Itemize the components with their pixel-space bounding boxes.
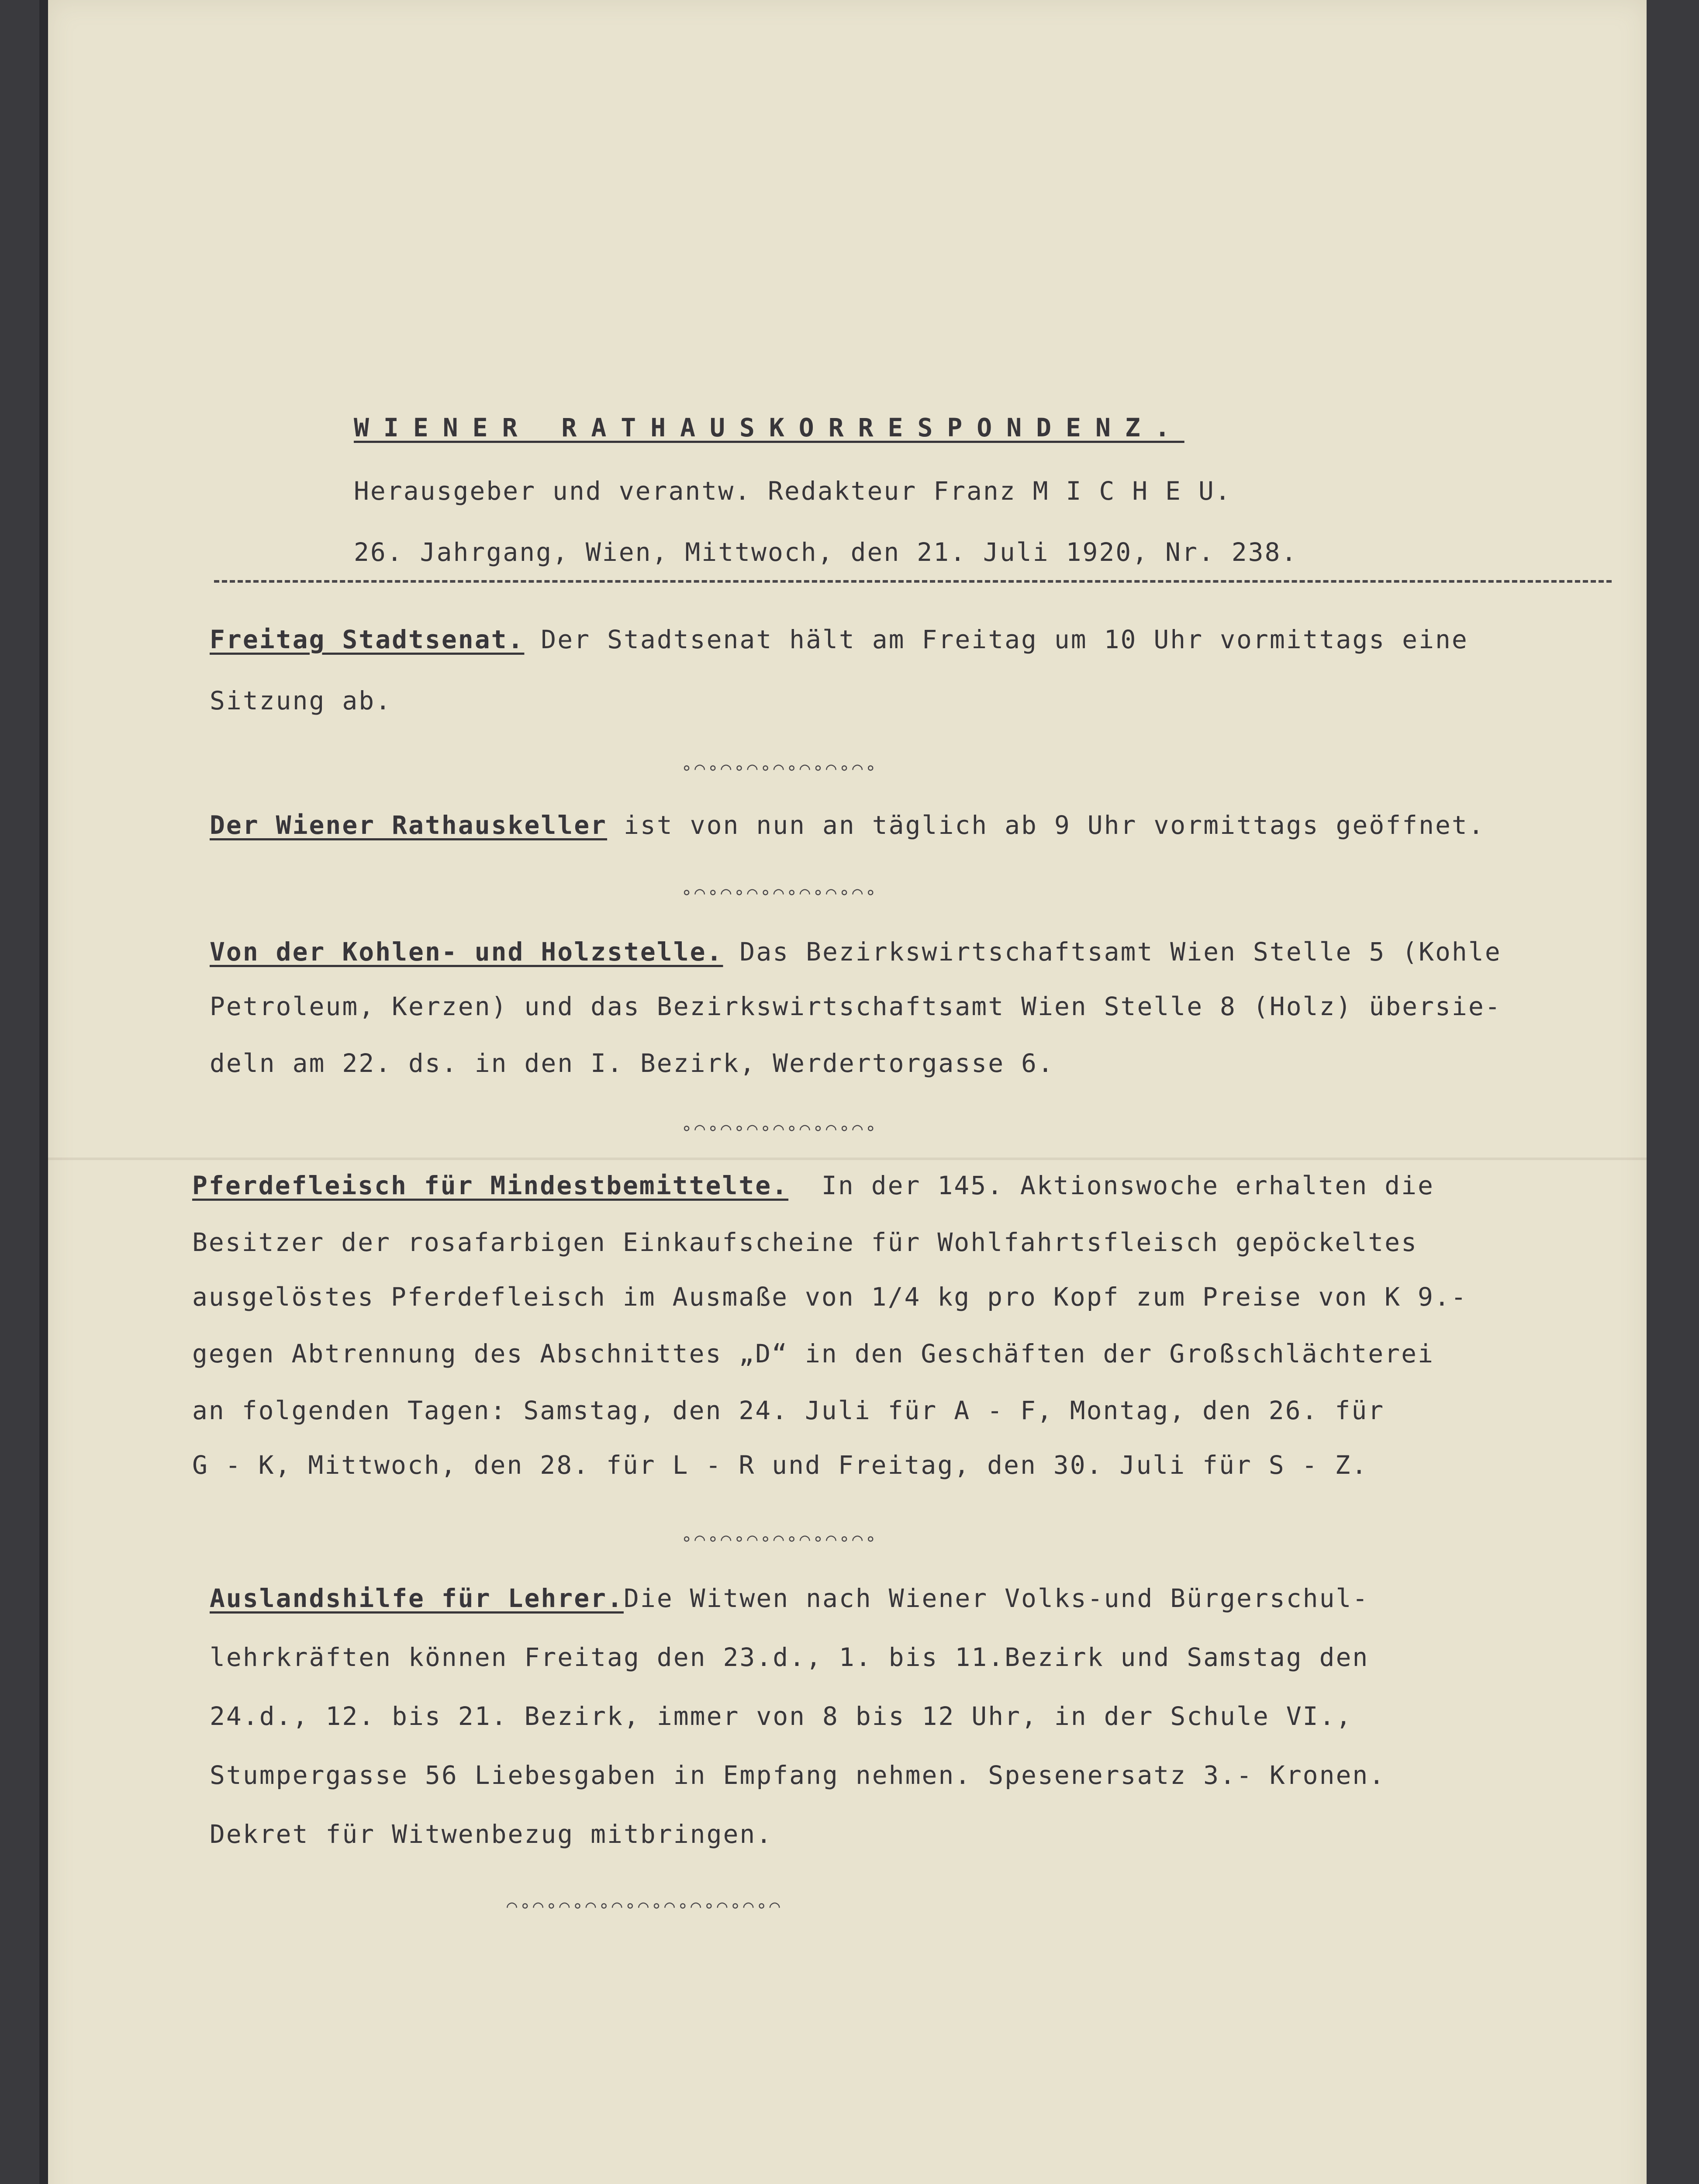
article-5-line-3: 24.d., 12. bis 21. Bezirk, immer von 8 bis 12 Uhr, in der Schule VI., [210, 1701, 1353, 1731]
article-5-text-1: Die Witwen nach Wiener Volks-und Bürgerschul- [623, 1583, 1369, 1613]
article-5-line-5: Dekret für Witwenbezug mitbringen. [210, 1819, 773, 1849]
article-2-line-1 [210, 810, 1485, 840]
article-5-line-1 [210, 1583, 1369, 1613]
article-2-title: Der Wiener Rathauskeller [210, 810, 608, 840]
article-1-line-2: Sitzung ab. [210, 686, 392, 715]
masthead: WIENER RATHAUSKORRESPONDENZ. [354, 413, 1184, 442]
document-page [48, 0, 1647, 2184]
article-4-title: Pferdefleisch für Mindestbemittelte. [192, 1171, 789, 1200]
article-3-title: Von der Kohlen- und Holzstelle. [210, 937, 723, 967]
article-5-title: Auslandshilfe für Lehrer. [210, 1583, 624, 1613]
separator-4: ∘⌒∘⌒∘⌒∘⌒∘⌒∘⌒∘⌒∘ [681, 1529, 879, 1549]
header-rule [214, 580, 1612, 583]
scan-right-edge [1638, 0, 1699, 2184]
paper-fold [48, 1158, 1647, 1160]
separator-2: ∘⌒∘⌒∘⌒∘⌒∘⌒∘⌒∘⌒∘ [681, 882, 879, 902]
article-1-line-1 [210, 625, 1468, 654]
article-4-line-5: an folgenden Tagen: Samstag, den 24. Juli für A - F, Montag, den 26. für [192, 1396, 1385, 1425]
publisher-line: Herausgeber und verantw. Redakteur Franz M I C H E U. [354, 476, 1232, 506]
article-4-line-6: G - K, Mittwoch, den 28. für L - R und Freitag, den 30. Juli für S - Z. [192, 1450, 1368, 1480]
scan-left-edge [0, 0, 39, 2184]
article-4-line-3: ausgelöstes Pferdefleisch im Ausmaße von 1/4 kg pro Kopf zum Preise von K 9.- [192, 1282, 1468, 1312]
article-4-text-1: In der 145. Aktionswoche erhalten die [788, 1171, 1434, 1200]
issue-line: 26. Jahrgang, Wien, Mittwoch, den 21. Juli 1920, Nr. 238. [354, 537, 1298, 567]
article-3-line-2: Petroleum, Kerzen) und das Bezirkswirtschaftsamt Wien Stelle 8 (Holz) übersie- [210, 992, 1502, 1021]
article-3-text-1: Das Bezirkswirtschaftsamt Wien Stelle 5 (Kohle [723, 937, 1502, 967]
separator-1: ∘⌒∘⌒∘⌒∘⌒∘⌒∘⌒∘⌒∘ [681, 758, 879, 778]
article-4-line-2: Besitzer der rosafarbigen Einkaufscheine für Wohlfahrtsfleisch gepöckeltes [192, 1227, 1418, 1257]
separator-end: ⌒∘⌒∘⌒∘⌒∘⌒∘⌒∘⌒∘⌒∘⌒∘⌒∘⌒ [507, 1896, 783, 1916]
article-1-title: Freitag Stadtsenat. [210, 625, 525, 654]
article-5-line-2: lehrkräften können Freitag den 23.d., 1. bis 11.Bezirk und Samstag den [210, 1642, 1369, 1672]
article-4-line-4: gegen Abtrennung des Abschnittes „D“ in den Geschäften der Großschlächterei [192, 1339, 1434, 1368]
separator-3: ∘⌒∘⌒∘⌒∘⌒∘⌒∘⌒∘⌒∘ [681, 1118, 879, 1138]
article-3-line-1 [210, 937, 1502, 967]
article-1-text-1: Der Stadtsenat hält am Freitag um 10 Uhr vormittags eine [524, 625, 1468, 654]
article-4-line-1 [192, 1171, 1434, 1200]
article-2-text-1: ist von nun an täglich ab 9 Uhr vormittags geöffnet. [607, 810, 1485, 840]
article-5-line-4: Stumpergasse 56 Liebesgaben in Empfang nehmen. Spesenersatz 3.- Kronen. [210, 1760, 1386, 1790]
article-3-line-3: deln am 22. ds. in den I. Bezirk, Werdertorgasse 6. [210, 1048, 1054, 1078]
